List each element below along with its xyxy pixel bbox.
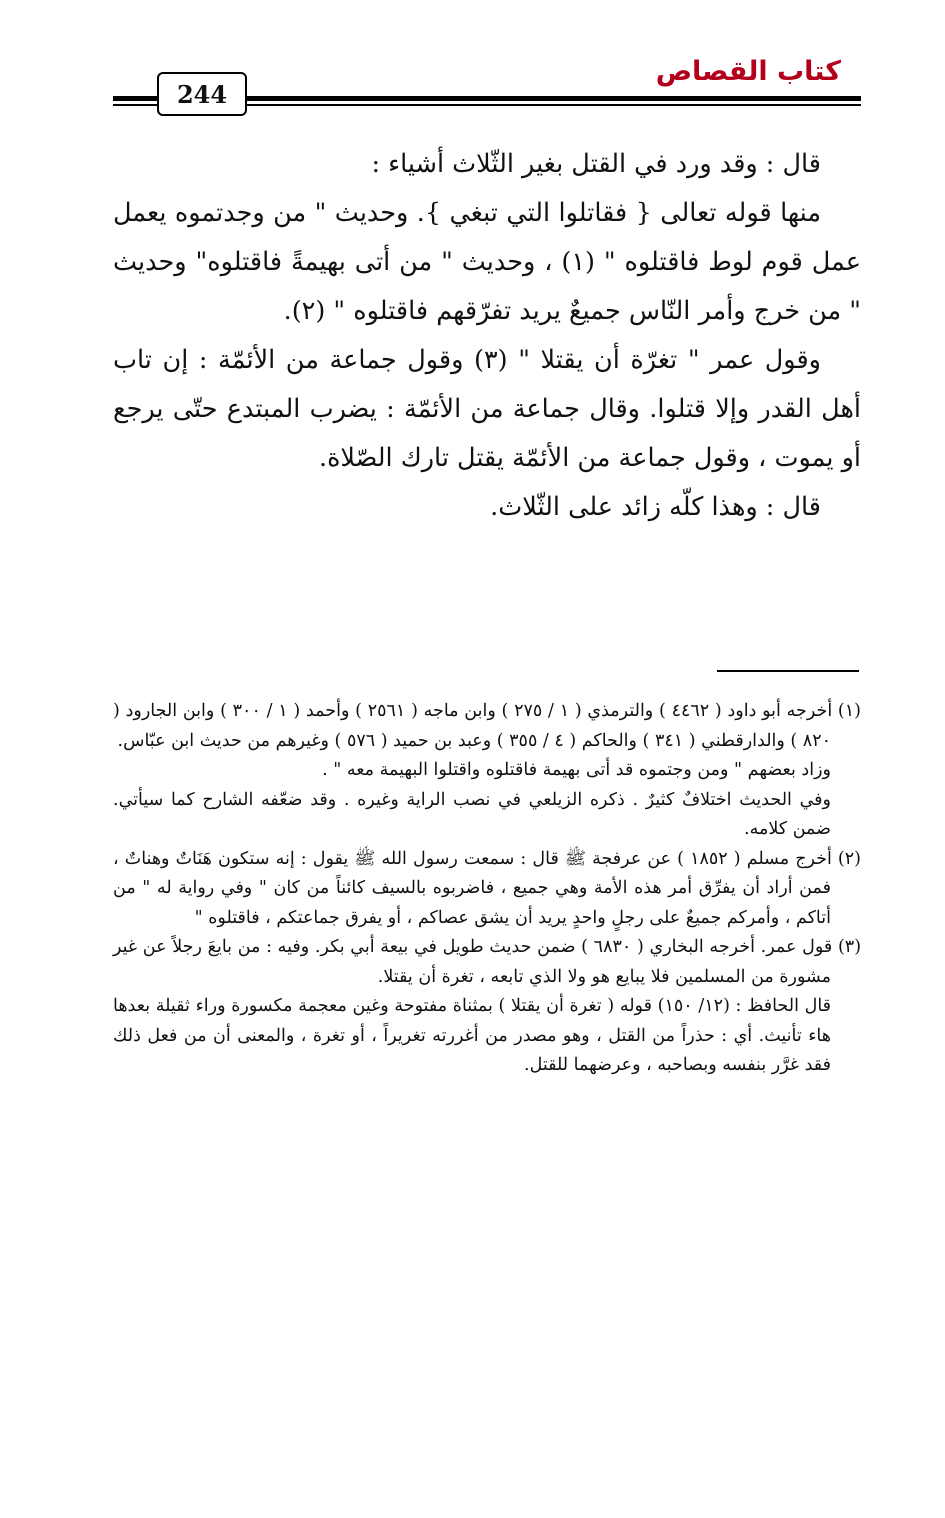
footnote-1: (١) أخرجه أبو داود ( ٤٤٦٢ ) والترمذي ( ١ / ٢٧٥ ) وابن ماجه ( ٢٥٦١ ) وأحمد ( ١ / ٣٠٠ ) وابن الجارود ( ٨٢٠ ) والدارقطني ( ٣٤١ ) والحاكم ( ٤ / ٣٥٥ ) وعبد بن حميد ( ٥٧٦ ) وغيرهم من حديث ابن عبّاس. [113,701,861,751]
paragraph-4: قال : وهذا كلّه زائد على الثّلاث. [490,492,821,522]
page-number: 244 [176,79,228,109]
paragraph-2: منها قوله تعالى { فقاتلوا التي تبغي }. وحديث " من وجدتموه يعمل عمل قوم لوط فاقتلوه " (١) ، وحديث " من أتى بهيمةً فاقتلوه" وحديث " من خرج وأمر النّاس جميعٌ يريد تفرّقهم فاقتلوه " (٢). [113,198,861,326]
paragraph-1: قال : وقد ورد في القتل بغير الثّلاث أشياء : [371,149,821,179]
page-header [113,56,861,116]
footnote-1-note: وفي الحديث اختلافٌ كثيرٌ . ذكره الزيلعي في نصب الراية وغيره . وقد ضعّفه الشارح كما سيأتي. ضمن كلامه. [113,789,831,839]
main-text [113,140,861,532]
footnote-3: (٣) قول عمر. أخرجه البخاري ( ٦٨٣٠ ) ضمن حديث طويل في بيعة أبي بكر. وفيه : من بايعَ رجلاً عن غير مشورة من المسلمين فلا يبايع هو ولا الذي تابعه ، تغرة أن يقتلا. [113,937,862,987]
chapter-title: كتاب القصاص [655,56,841,87]
footnotes [113,697,861,1081]
paragraph-3: وقول عمر " تغرّة أن يقتلا " (٣) وقول جماعة من الأئمّة : إن تاب أهل القدر وإلا قتلوا. وقال جماعة من الأئمّة : يضرب المبتدع حتّى يرجع أو يموت ، وقول جماعة من الأئمّة يقتل تارك الصّلاة. [113,345,861,473]
footnote-3-commentary: قال الحافظ : (١٢/ ١٥٠) قوله ( تغرة أن يقتلا ) بمثناة مفتوحة وغين معجمة مكسورة وراء ثقيلة بعدها هاء تأنيث. أي : حذراً من القتل ، وهو مصدر من أغررته تغريراً ، أو تغرة ، والمعنى أن من فعل ذلك فقد غرَّر بنفسه وبصاحبه ، وعرضهما للقتل. [113,996,832,1075]
footnote-separator [717,670,859,672]
footnote-1-addition: وزاد بعضهم " ومن وجتموه قد أتى بهيمة فاقتلوه واقتلوا البهيمة معه " . [322,760,831,780]
footnote-2: (٢) أخرج مسلم ( ١٨٥٢ ) عن عرفجة ﷺ قال : سمعت رسول الله ﷺ يقول : إنه ستكون هَنَاتٌ وهناتٌ ، فمن أراد أن يفرِّق أمر هذه الأمة وهي جميع ، فاضربوه بالسيف كائناً من كان " وفي رواية له " من أتاكم ، وأمركم جميعٌ على رجلٍ واحدٍ يريد أن يشق عصاكم ، أو يفرق جماعتكم ، فاقتلوه " [113,848,861,928]
page-number-box [157,72,247,116]
